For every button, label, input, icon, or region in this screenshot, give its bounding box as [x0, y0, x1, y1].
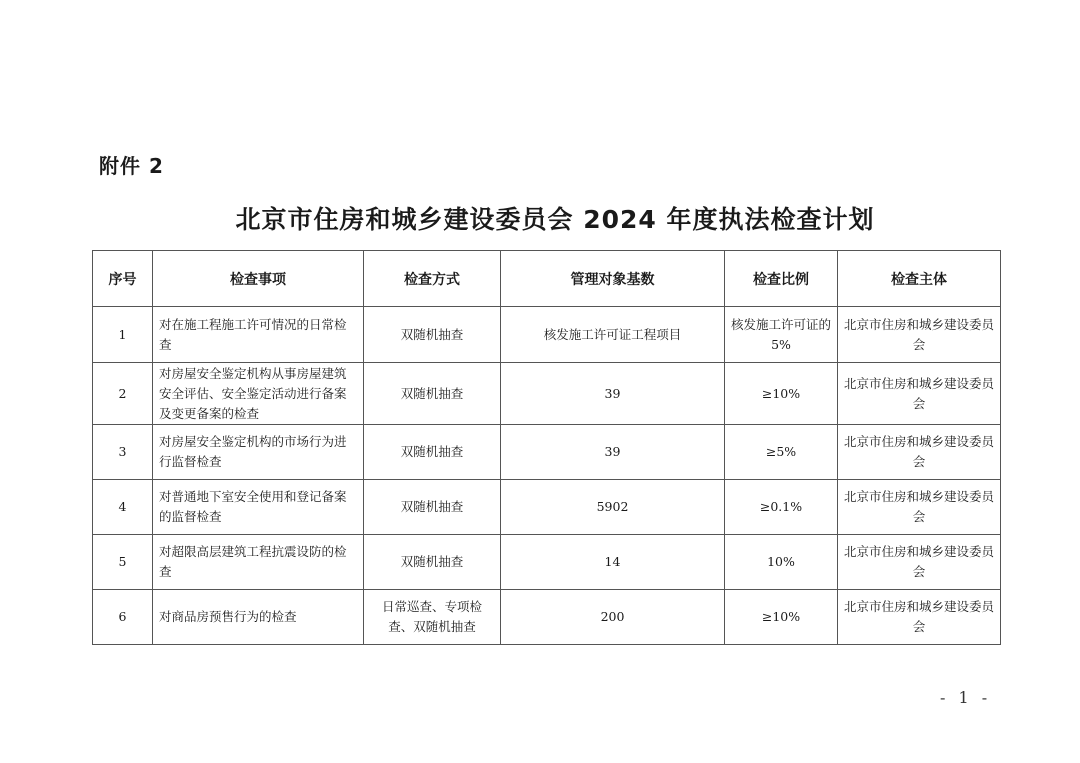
table-row [93, 363, 1001, 425]
cell-inspection-subject: 北京市住房和城乡建设委员会 [838, 590, 1001, 645]
header-inspection-ratio: 检查比例 [725, 251, 838, 307]
table-row [93, 480, 1001, 535]
attachment-label: 附件 2 [99, 154, 164, 178]
cell-inspection-ratio: 10% [725, 535, 838, 590]
cell-inspection-item: 对商品房预售行为的检查 [153, 590, 364, 645]
cell-inspection-subject: 北京市住房和城乡建设委员会 [838, 480, 1001, 535]
cell-inspection-ratio: ≥10% [725, 363, 838, 425]
header-inspection-method: 检查方式 [364, 251, 501, 307]
inspection-plan-table [92, 250, 1001, 645]
cell-inspection-method: 双随机抽查 [364, 535, 501, 590]
cell-serial-number: 3 [93, 425, 153, 480]
cell-inspection-method: 双随机抽查 [364, 307, 501, 363]
table-header-row [93, 251, 1001, 307]
cell-inspection-method: 双随机抽查 [364, 363, 501, 425]
cell-inspection-subject: 北京市住房和城乡建设委员会 [838, 307, 1001, 363]
table-row [93, 535, 1001, 590]
table-row [93, 590, 1001, 645]
cell-serial-number: 6 [93, 590, 153, 645]
cell-serial-number: 4 [93, 480, 153, 535]
cell-inspection-item: 对在施工程施工许可情况的日常检查 [153, 307, 364, 363]
cell-inspection-method: 双随机抽查 [364, 425, 501, 480]
cell-serial-number: 1 [93, 307, 153, 363]
cell-inspection-item: 对房屋安全鉴定机构的市场行为进行监督检查 [153, 425, 364, 480]
cell-inspection-item: 对房屋安全鉴定机构从事房屋建筑安全评估、安全鉴定活动进行备案及变更备案的检查 [153, 363, 364, 425]
cell-managed-object-base: 5902 [501, 480, 725, 535]
cell-managed-object-base: 200 [501, 590, 725, 645]
cell-inspection-ratio: ≥5% [725, 425, 838, 480]
header-serial-number: 序号 [93, 251, 153, 307]
cell-inspection-ratio: ≥0.1% [725, 480, 838, 535]
header-inspection-subject: 检查主体 [838, 251, 1001, 307]
cell-serial-number: 5 [93, 535, 153, 590]
cell-inspection-subject: 北京市住房和城乡建设委员会 [838, 363, 1001, 425]
cell-managed-object-base: 14 [501, 535, 725, 590]
table-row [93, 425, 1001, 480]
cell-inspection-subject: 北京市住房和城乡建设委员会 [838, 535, 1001, 590]
cell-inspection-method: 日常巡查、专项检查、双随机抽查 [364, 590, 501, 645]
header-managed-object-base: 管理对象基数 [501, 251, 725, 307]
cell-inspection-ratio: 核发施工许可证的 5% [725, 307, 838, 363]
document-title: 北京市住房和城乡建设委员会 2024 年度执法检查计划 [235, 205, 875, 234]
cell-managed-object-base: 39 [501, 363, 725, 425]
cell-managed-object-base: 39 [501, 425, 725, 480]
page-number: - 1 - [940, 688, 992, 707]
cell-inspection-item: 对普通地下室安全使用和登记备案的监督检查 [153, 480, 364, 535]
table-row [93, 307, 1001, 363]
cell-inspection-method: 双随机抽查 [364, 480, 501, 535]
cell-inspection-item: 对超限高层建筑工程抗震设防的检查 [153, 535, 364, 590]
cell-serial-number: 2 [93, 363, 153, 425]
cell-inspection-ratio: ≥10% [725, 590, 838, 645]
header-inspection-item: 检查事项 [153, 251, 364, 307]
cell-managed-object-base: 核发施工许可证工程项目 [501, 307, 725, 363]
cell-inspection-subject: 北京市住房和城乡建设委员会 [838, 425, 1001, 480]
